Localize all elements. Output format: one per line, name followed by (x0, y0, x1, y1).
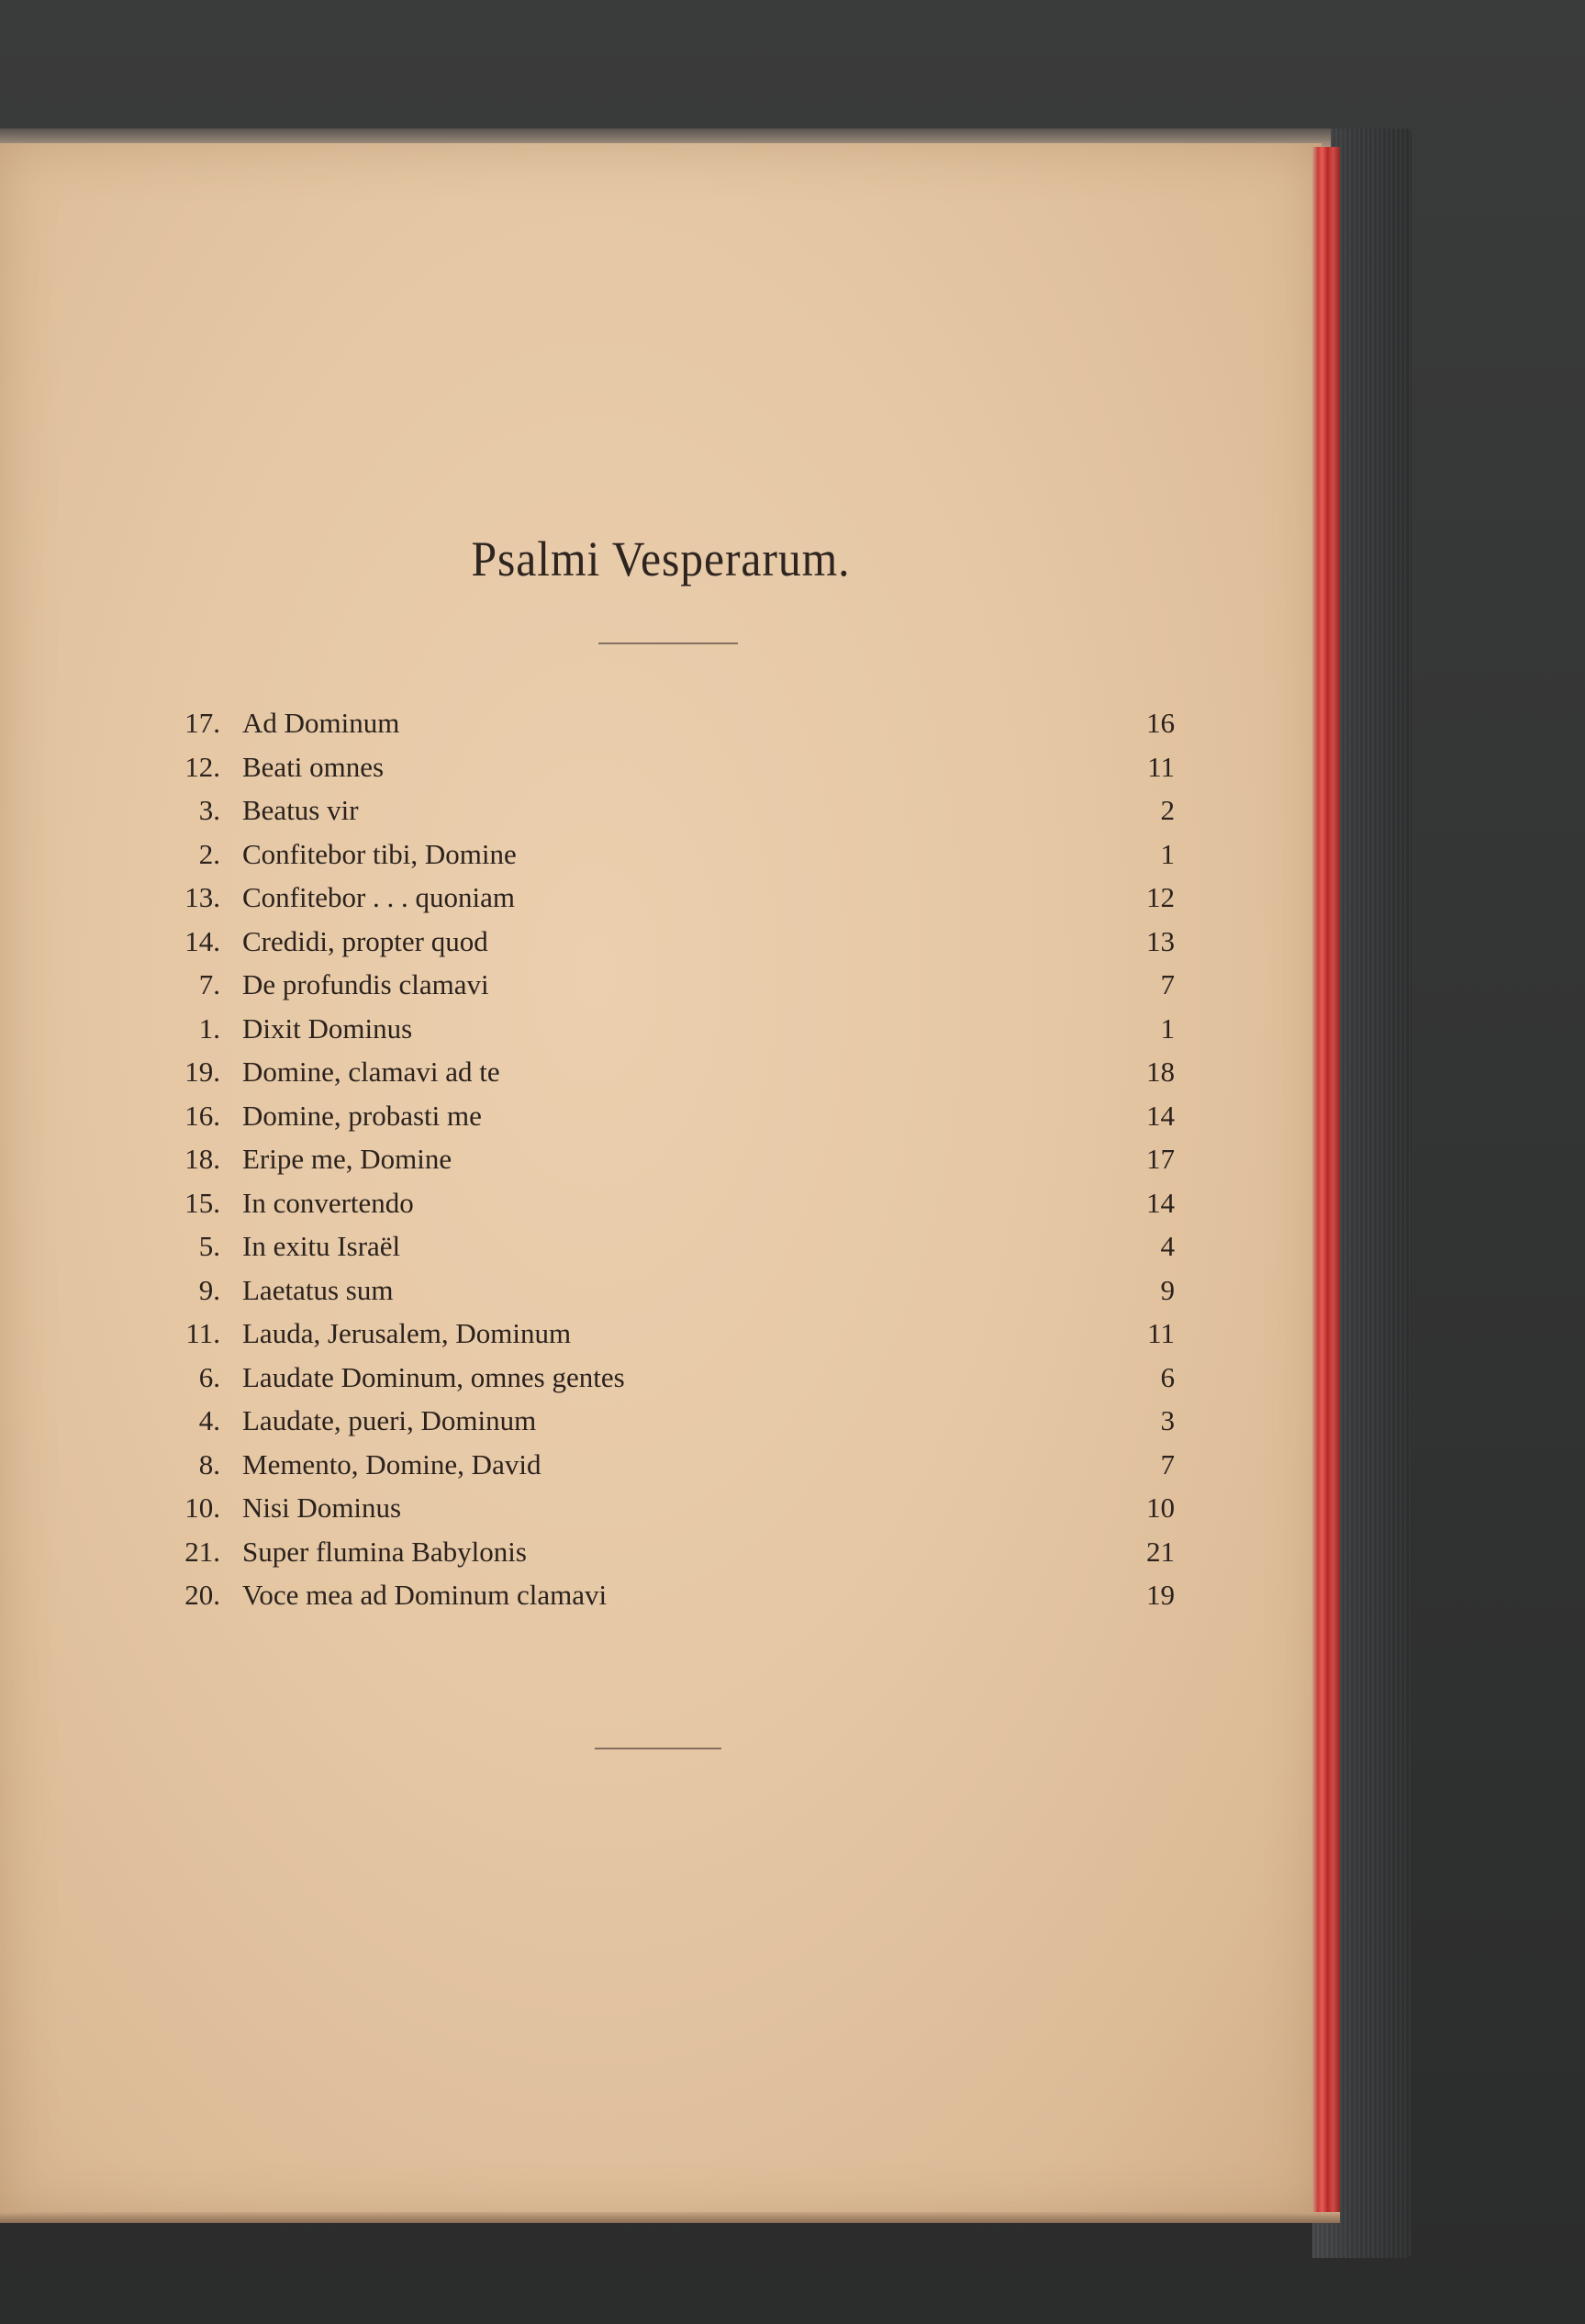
psalm-title: Beatus vir (242, 794, 359, 826)
psalm-title: Laudate Dominum, omnes gentes (242, 1360, 625, 1393)
psalm-number: 6. (198, 1360, 220, 1393)
page-number: 19 (1146, 1579, 1175, 1611)
psalm-number: 17. (184, 707, 220, 739)
toc-entry (138, 1486, 1175, 1530)
title-rule (598, 642, 738, 644)
psalm-title: In exitu Israël (242, 1230, 401, 1262)
psalm-title: Dixit Dominus (242, 1011, 413, 1045)
psalm-number: 12. (184, 750, 220, 783)
psalm-title: Nisi Dominus (242, 1492, 402, 1524)
psalm-number: 20. (184, 1579, 220, 1611)
toc-entry (138, 701, 1175, 745)
page-number: 7 (1160, 1447, 1175, 1480)
psalm-title: Lauda, Jerusalem, Dominum (242, 1317, 572, 1349)
toc-entry (138, 1268, 1175, 1313)
psalm-number: 5. (198, 1230, 220, 1262)
psalm-title: Beati omnes (242, 750, 385, 783)
toc-entry (138, 1137, 1175, 1181)
psalm-title: Domine, probasti me (242, 1099, 482, 1132)
psalm-title: Confitebor tibi, Domine (242, 837, 517, 870)
page-bottom-edge (0, 2212, 1340, 2223)
psalm-number: 4. (198, 1404, 220, 1436)
toc-entry (138, 788, 1175, 832)
psalm-number: 15. (184, 1186, 220, 1219)
psalm-number: 2. (198, 837, 220, 870)
toc-entry (138, 1530, 1175, 1574)
page-number: 12 (1146, 881, 1175, 913)
psalm-number: 1. (198, 1011, 220, 1045)
toc-entry (138, 745, 1175, 789)
psalm-number: 14. (184, 924, 220, 957)
psalm-number: 13. (184, 881, 220, 913)
toc-entry (138, 876, 1175, 920)
page-number: 3 (1160, 1404, 1175, 1436)
toc-entry (138, 1007, 1175, 1051)
psalm-number: 21. (184, 1535, 220, 1568)
toc-entry (138, 1573, 1175, 1617)
psalm-number: 8. (198, 1447, 220, 1480)
page-number: 7 (1160, 968, 1175, 1000)
page-number: 14 (1146, 1186, 1175, 1219)
psalm-number: 19. (184, 1056, 220, 1088)
page-number: 16 (1146, 707, 1175, 739)
page-number: 1 (1160, 837, 1175, 870)
page-number: 1 (1160, 1011, 1175, 1045)
psalm-title: Credidi, propter quod (242, 924, 488, 957)
psalm-title: De profundis clamavi (242, 968, 489, 1000)
toc-entry (138, 832, 1175, 877)
page-number: 13 (1146, 924, 1175, 957)
toc-entry (138, 1094, 1175, 1138)
psalm-title: Eripe me, Domine (242, 1143, 452, 1175)
psalm-title: Laetatus sum (242, 1273, 394, 1306)
toc-entry (138, 1050, 1175, 1094)
toc-entry (138, 1399, 1175, 1443)
page-title: Psalmi Vesperarum. (471, 531, 851, 587)
psalm-title: Domine, clamavi ad te (242, 1056, 500, 1088)
toc-entry (138, 963, 1175, 1007)
page-number: 17 (1146, 1143, 1175, 1175)
psalm-number: 7. (198, 968, 220, 1000)
page-number: 11 (1147, 1317, 1175, 1349)
psalm-title: Ad Dominum (242, 707, 400, 739)
page-number: 9 (1160, 1273, 1175, 1306)
psalm-number: 16. (184, 1099, 220, 1132)
page-number: 21 (1146, 1535, 1175, 1568)
red-page-edges (1312, 147, 1340, 2212)
page-number: 18 (1146, 1056, 1175, 1088)
page-number: 2 (1160, 794, 1175, 826)
psalm-title: In convertendo (242, 1186, 414, 1219)
toc-entry (138, 920, 1175, 964)
toc-entry (138, 1224, 1175, 1268)
table-of-contents (138, 701, 1175, 1617)
page-number: 11 (1147, 750, 1175, 783)
toc-entry (138, 1312, 1175, 1356)
psalm-title: Memento, Domine, David (242, 1447, 541, 1480)
psalm-number: 10. (184, 1492, 220, 1524)
page-number: 4 (1160, 1230, 1175, 1262)
psalm-number: 3. (198, 794, 220, 826)
toc-entry (138, 1181, 1175, 1225)
psalm-title: Laudate, pueri, Dominum (242, 1404, 537, 1436)
toc-entry (138, 1443, 1175, 1487)
psalm-number: 9. (198, 1273, 220, 1306)
psalm-number: 18. (184, 1143, 220, 1175)
closing-rule (595, 1748, 721, 1749)
psalm-title: Super flumina Babylonis (242, 1535, 527, 1568)
psalm-number: 11. (185, 1317, 220, 1349)
page-number: 14 (1146, 1099, 1175, 1132)
page-number: 10 (1146, 1492, 1175, 1524)
page-number: 6 (1160, 1360, 1175, 1393)
psalm-title: Voce mea ad Dominum clamavi (242, 1579, 608, 1611)
toc-entry (138, 1356, 1175, 1400)
psalm-title: Confitebor . . . quoniam (242, 881, 516, 913)
